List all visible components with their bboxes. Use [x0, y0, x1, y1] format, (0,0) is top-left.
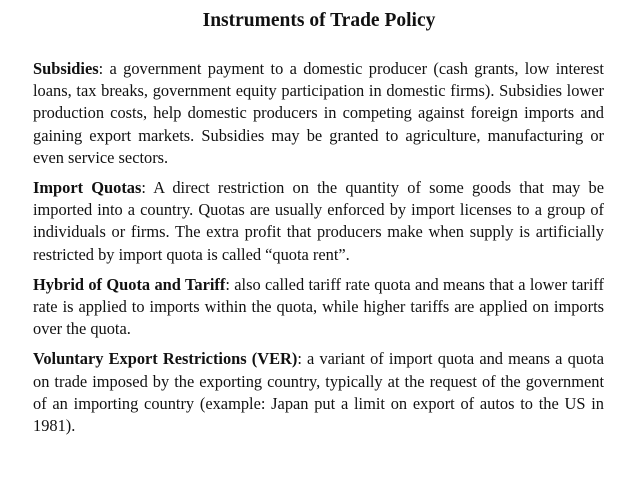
- section-term: Subsidies: [33, 59, 99, 78]
- section-import-quotas: [33, 177, 604, 266]
- slide-title: Instruments of Trade Policy: [202, 10, 436, 31]
- section-ver: [33, 348, 604, 437]
- section-subsidies: [33, 58, 604, 169]
- section-term: Hybrid of Quota and Tariff: [33, 274, 226, 294]
- section-hybrid-quota-tariff: [33, 274, 604, 341]
- section-body: : A direct restriction on the quantity of some goods that may be imported into a country. Quotas are usually enforced by import licenses to a group of individuals or firms. The extra profit that producers make when supply is artificially restricted by import quota is called “quota rent”.: [33, 178, 604, 264]
- section-body: : also called tariff rate quota and means that a lower tariff rate is applied to imports within the quota, while higher tariffs are applied on imports over the quota.: [33, 274, 604, 339]
- section-term: Import Quotas: [33, 178, 142, 198]
- section-body: : a variant of import quota and means a quota on trade imposed by the exporting country, typically at the request of the government of an importing country (example: Japan put a limit on export of autos to the US in 1981).: [33, 349, 604, 436]
- slide-content: [33, 58, 604, 445]
- section-term: Voluntary Export Restrictions (VER): [33, 349, 298, 369]
- section-body: : a government payment to a domestic producer (cash grants, low interest loans, tax breaks, government equity participation in domestic firms). Subsidies lower production costs, help domestic producers in competing against foreign imports and gaining export markets. Subsidies may be granted to agriculture, manufacturing or even service sectors.: [33, 59, 604, 167]
